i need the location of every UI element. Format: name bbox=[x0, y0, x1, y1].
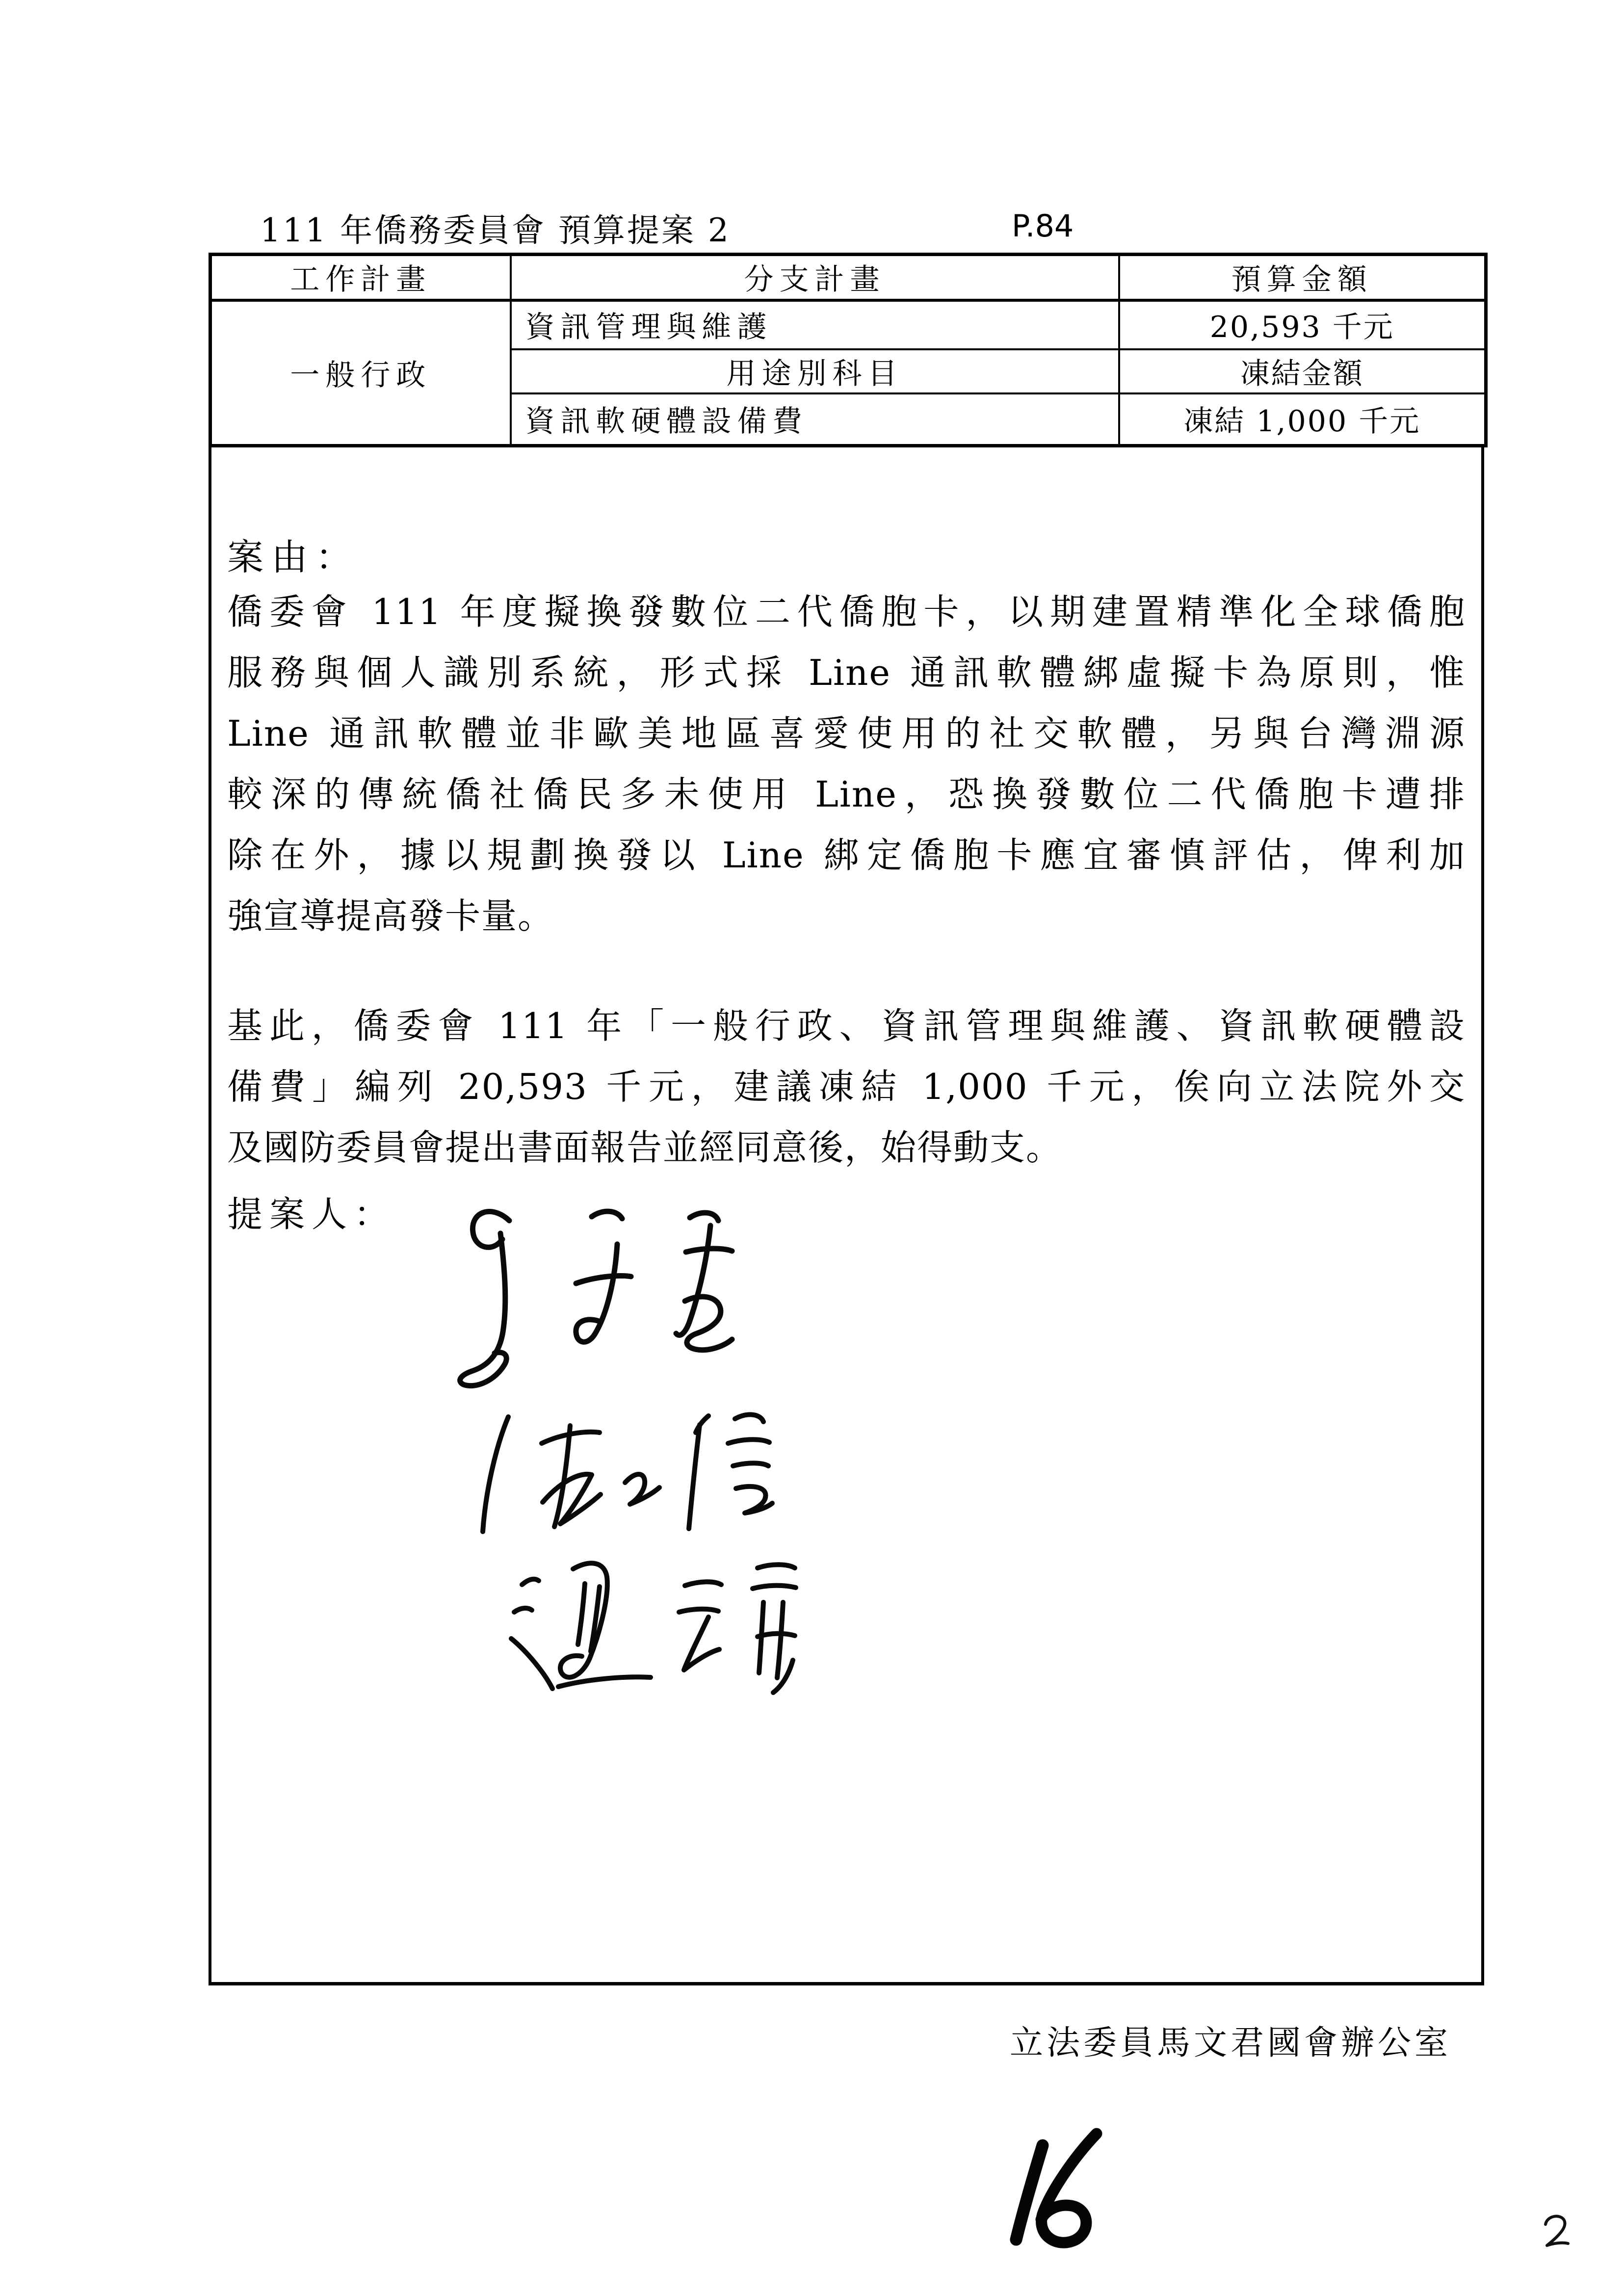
branch-plan-cell: 用途別科目 bbox=[511, 349, 1119, 393]
case-paragraph2-line: 基此，僑委會 111 年「一般行政、資訊管理與維護、資訊軟硬體設 bbox=[227, 1005, 1466, 1046]
subject-label: 案由： bbox=[227, 536, 360, 578]
case-paragraph1-line: Line 通訊軟體並非歐美地區喜愛使用的社交軟體，另與台灣淵源 bbox=[227, 713, 1466, 754]
header-cell-amount: 預算金額 bbox=[1119, 255, 1486, 300]
table-row bbox=[210, 300, 1486, 349]
signature-wen-yu-hsia bbox=[498, 1540, 901, 1702]
handwritten-page-number bbox=[989, 2127, 1106, 2259]
case-paragraph1-line: 僑委會 111 年度擬換發數位二代僑胞卡，以期建置精準化全球僑胞 bbox=[227, 591, 1466, 632]
work-plan-cell: 一般行政 bbox=[210, 300, 511, 446]
page-title: 111 年僑務委員會 預算提案 2 bbox=[260, 211, 731, 249]
proposer-label: 提案人： bbox=[227, 1194, 396, 1235]
case-box bbox=[209, 444, 1484, 1985]
corner-page-mark bbox=[1541, 2213, 1573, 2256]
amount-cell: 凍結 1,000 千元 bbox=[1119, 393, 1486, 446]
header-cell-work-plan: 工作計畫 bbox=[210, 255, 511, 300]
signature-ma-wen-jun bbox=[445, 1197, 778, 1393]
amount-cell: 凍結金額 bbox=[1119, 349, 1486, 393]
budget-table bbox=[209, 253, 1488, 447]
header-cell-branch-plan: 分支計畫 bbox=[511, 255, 1119, 300]
page-ref: P.84 bbox=[1012, 208, 1074, 244]
signature-chen-yi-hsin bbox=[469, 1398, 911, 1565]
table-header-row bbox=[210, 255, 1486, 300]
case-paragraph1-line: 強宣導提高發卡量。 bbox=[227, 895, 554, 937]
amount-cell: 20,593 千元 bbox=[1119, 300, 1486, 349]
case-paragraph1-line: 較深的傳統僑社僑民多未使用 Line，恐換發數位二代僑胞卡遭排 bbox=[227, 774, 1466, 815]
office-label: 立法委員馬文君國會辦公室 bbox=[1010, 2024, 1452, 2062]
branch-plan-cell: 資訊管理與維護 bbox=[511, 300, 1119, 349]
case-paragraph2-line: 及國防委員會提出書面報告並經同意後，始得動支。 bbox=[227, 1127, 1063, 1168]
case-paragraph1-line: 服務與個人識別系統，形式採 Line 通訊軟體綁虛擬卡為原則，惟 bbox=[227, 652, 1466, 693]
case-paragraph1-line: 除在外，據以規劃換發以 Line 綁定僑胞卡應宜審慎評估，俾利加 bbox=[227, 835, 1466, 876]
branch-plan-cell: 資訊軟硬體設備費 bbox=[511, 393, 1119, 446]
case-paragraph2-line: 備費」編列 20,593 千元，建議凍結 1,000 千元，俟向立法院外交 bbox=[227, 1066, 1466, 1107]
